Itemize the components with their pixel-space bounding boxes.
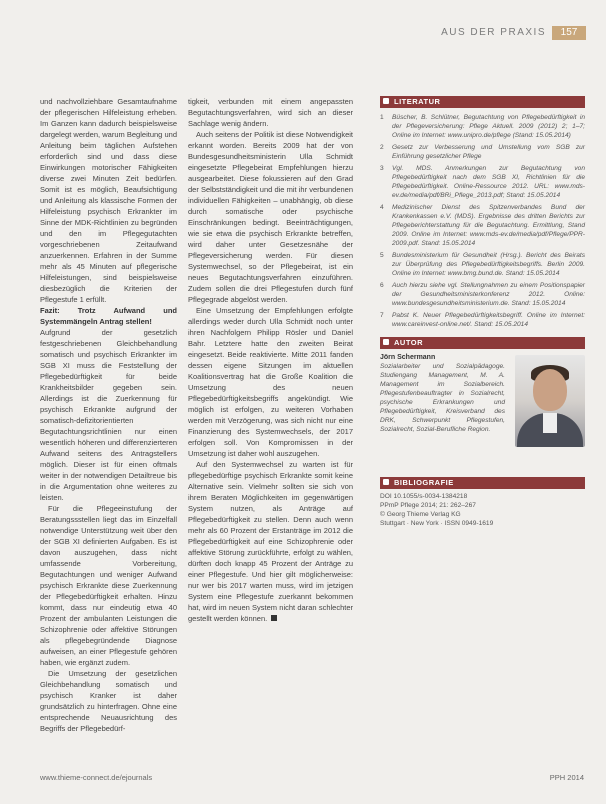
author-title: AUTOR — [380, 337, 585, 349]
literature-list — [380, 113, 585, 329]
literature-item: 3 Vgl. MDS. Anmerkungen zur Begutachtung von Pflegebedürftigkeit nach dem SGB XI, Richtlinien für die Pflegebedürftigkeit. Online-Ressource 2012. URL: www.mds-ev.de/media/pdf/BRi_Pflege_2013.pdf; Stand: 15.05.2014 — [380, 165, 585, 199]
footer-url: www.thieme-connect.de/ejournals — [40, 773, 153, 782]
literature-item: 1 Büscher, B. Schlütner, Begutachtung von Pflegebedürftigkeit in der Pflegeversicherung: Pflege Aktuell. 2009 (2012) 2; 1–7; Online im Internet: www.unipro.de/pflege (Stand: 15.05.2014) — [380, 114, 585, 139]
literature-item: 6 Auch hierzu siehe vgl. Stellungnahmen zu einem Positionspapier der Gesundheitsministerkonferenz 2012. Online: www.bundesgesundheitsministerium.de. Stand: 15.05.2014 — [380, 282, 585, 307]
author-portrait-icon — [515, 355, 585, 447]
literature-item: 4 Medizinischer Dienst des Spitzenverbandes Bund der Krankenkassen e.V. (MDS). Ergebnisse des dritten Berichts zur Pflegeberichterstattung für die Begutachtung. Ermittlung, Stand 2009. Online im Internet: www.mds-ev.de/media/pdf/Pflege/PPR-2009.pdf. Stand: 15.05.2014 — [380, 204, 585, 247]
text-column-1 — [40, 96, 177, 734]
bib-line: Stuttgart · New York · ISSN 0949-1619 — [380, 520, 494, 527]
author-bio: Sozialarbeiter und Sozialpädagoge. Studiengang Management, M. A. Management im Sozialbereich. Pflegestufenbeauftragter in Sozialrecht, psychische Erkrankungen und Pflegebedürftigkeit, Kreisverband des DRK, Schwerpunkt Pflegestufen, Sozialrecht, Sozial-Berufliche Region. — [380, 363, 505, 433]
box-marker-icon — [383, 98, 389, 104]
box-marker-icon — [383, 479, 389, 485]
end-of-article-icon — [271, 615, 277, 621]
paragraph: Aufgrund der gesetzlich festgeschriebenen Gleichbehandlung somatisch und psychisch Erkrankter im SGB XI muss die Feststellung der Pflegebedürftigkeit für beide Krankheitsbilder gegeben sein. Allerdings ist die Zuerkennung für psychisch Erkrankte aufgrund der somatisch-defizitorientierten Begutachtungsrichtlinien nur einen wesentlich höheren und differenzierteren Aufwand seitens des Antragstellers möglich. Dieser ist für einen oftmals weiter in der notwendigen Detailtreue bis in die Argumentation ohne weiteres zu leisten. — [40, 328, 177, 502]
paragraph: Die Umsetzung der gesetzlichen Gleichbehandlung somatisch und psychisch Kranker ist daher grundsätzlich zu hinterfragen. Ohne eine entsprechende Neuausrichtung des Begriffs der Pflegebedürf- — [40, 669, 177, 733]
literature-title: LITERATUR — [380, 96, 585, 108]
paragraph: Für die Pflegeeinstufung der Beratungssstellen liegt das im Einzelfall notwendige Unterstützung weit über den der SGB XI definierten Aufgaben. Es ist davon auszugehen, dass nicht umfassende Vorbereitung, Begutachtungen und weniger Aufwand psychisch Erkrankte diese Zuerkennung der Pflegebedürftigkeit erhalten. Hinzu kommt, dass nur eindeutig etwa 40 Prozent der ambulanten Leistungen die Schizophrenie oder affektive Störungen als pflegebegründende Diagnose aufweisen, an einer Pflegestufe gehören haben, wie ergänzt zudem. — [40, 504, 177, 667]
bib-line: © Georg Thieme Verlag KG — [380, 511, 461, 518]
bib-line: PPmP Pflege 2014; 21: 262–267 — [380, 502, 476, 509]
paragraph — [188, 459, 353, 624]
author-box — [380, 337, 585, 471]
paragraph: Eine Umsetzung der Empfehlungen erfolgte allerdings weder durch Ulla Schmidt noch unter ihren Nachfolgern Philipp Rösler und Daniel Bahr. Letztere hatte den zweiten Beirat eingesetzt. Beide reaktivierte. Mitte 2011 fanden dessen eigene Sitzungen im aktuellen Koalitionsvertrag hat die Große Koalition die Umsetzung des neuen Pflegebedürftigkeitsbegriffs angekündigt. Wie möglich ist erfolgen, zu weiteren Vorhaben werden mit Verzögerung, was sich nicht nur eine Finanzierung des Systemwechsels, der 2017 erfolgen soll. Von Kompromissen in der Umsetzung ist daher wohl auszugehen. — [188, 306, 353, 458]
literature-item: 2 Gesetz zur Verbesserung und Umstellung vom SGB zur Einführung gesetzlicher Pflege — [380, 144, 585, 160]
bibliography-box — [380, 477, 585, 528]
page-number: 157 — [552, 26, 586, 40]
text-column-2 — [188, 96, 353, 624]
paragraph-text: Auf den Systemwechsel zu warten ist für pflegebedürftige psychisch Erkrankte somit keine Alternative sein. Vielmehr sollten sie sich von ihrem Beraten Möglichkeiten im gegenwärtigen System nutzen, als Anträge auf Pflegebedürftigkeit zu stellen. Denn auch wenn mehr als 60 Prozent der Erstanträge im 2012 die Pflegebedürftigkeit auf eine Schizophrenie oder affektive Störung zurückführte, erfolgt zu wählen, dürften doch knapp 45 Prozent der Anträge zu einer Pflegestufe. Und hier gilt möglicherweise: nur wer bis 2017 warten muss, wird im jetzigen System eine Pflegestufe zuerkannt bekommen hat, wird im neuen System nicht daran schlechter gestellt werden können. — [188, 460, 353, 623]
literature-item: 5 Bundesministerium für Gesundheit (Hrsg.). Bericht des Beirats zur Überprüfung des Pflegebedürftigkeitsbegriffs. Berlin 2009. Online im Internet: www.bmg.bund.de. Stand: 15.05.2014 — [380, 252, 585, 277]
footer-journal: PPH 2014 — [549, 773, 584, 782]
literature-box — [380, 96, 585, 329]
box-marker-icon — [383, 339, 389, 345]
literature-item: 7 Pabst K. Neuer Pflegebedürftigkeitsbegriff. Online im Internet: www.careinvest-online.net/. Stand: 15.05.2014 — [380, 312, 585, 328]
paragraph: und nachvollziehbare Gesamtaufnahme der pflegerischen Hilfeleistung erheben. Im Ganzen kann dadurch beispielsweise dargelegt werden, warum Begleitung und Anleitung beim täglichen Aufstehen erforderlich sind und dass diese Einwirkungen motorischer Fähigkeiten diverse zwei Minuten Zeit bedürfen. Somit ist es möglich, Beaufsichtigung und Anleitung als klassische Formen der Hilfeleistung psychisch Erkrankter im Sinne der MDK-Richtlinien zu begründen und den im Pflegegutachten vorgeschriebenen Zeitaufwand anzuerkennen. Erfahren in der Summe mehr als 45 Minuten auf pflegerische Hilfeleistungen, sind beispielsweise diesbezüglich die Kriterien der Pflegestufe 1 erfüllt. — [40, 97, 177, 304]
paragraph: Auch seitens der Politik ist diese Notwendigkeit erkannt worden. Bereits 2009 hat der von Bundesgesundheitsministerin Ulla Schmidt eingesetzte Pflegebeirat Empfehlungen hierzu ausgearbeitet. Diese fokussieren auf den Grad der Selbstständigkeit und die mit ihr verbundenen individuellen Fähigkeiten – unabhängig, ob diese durch somatische oder psychische Einschränkungen bedingt. Beeinträchtigungen, wie sie etwa die psychisch Erkrankte betreffen, wird daher unter Gesetzesnähe der Pflegeversicherung werden. Für diesen Systemwechsel, so der Pflegebeirat, ist ein neues Begutachtungsverfahren einzuführen. Zudem sollen die drei Pflegestufen durch fünf Pflegegrade abgelöst werden. — [188, 130, 353, 304]
section-subheading: Fazit: Trotz Aufwand und Systemmängeln Antrag stellen! — [40, 306, 177, 326]
bib-line: DOI 10.1055/s-0034-1384218 — [380, 493, 468, 500]
bibliography-title: BIBLIOGRAFIE — [380, 477, 585, 489]
author-name: Jörn Schermann — [380, 354, 436, 361]
bibliography-lines — [380, 492, 585, 528]
sidebar-column — [380, 96, 585, 528]
page-header — [0, 26, 606, 40]
paragraph: tigkeit, verbunden mit einem angepassten Begutachtungsverfahren, wird sich an dieser Sachlage wenig ändern. — [188, 97, 353, 128]
section-label: AUS DER PRAXIS — [441, 27, 546, 38]
